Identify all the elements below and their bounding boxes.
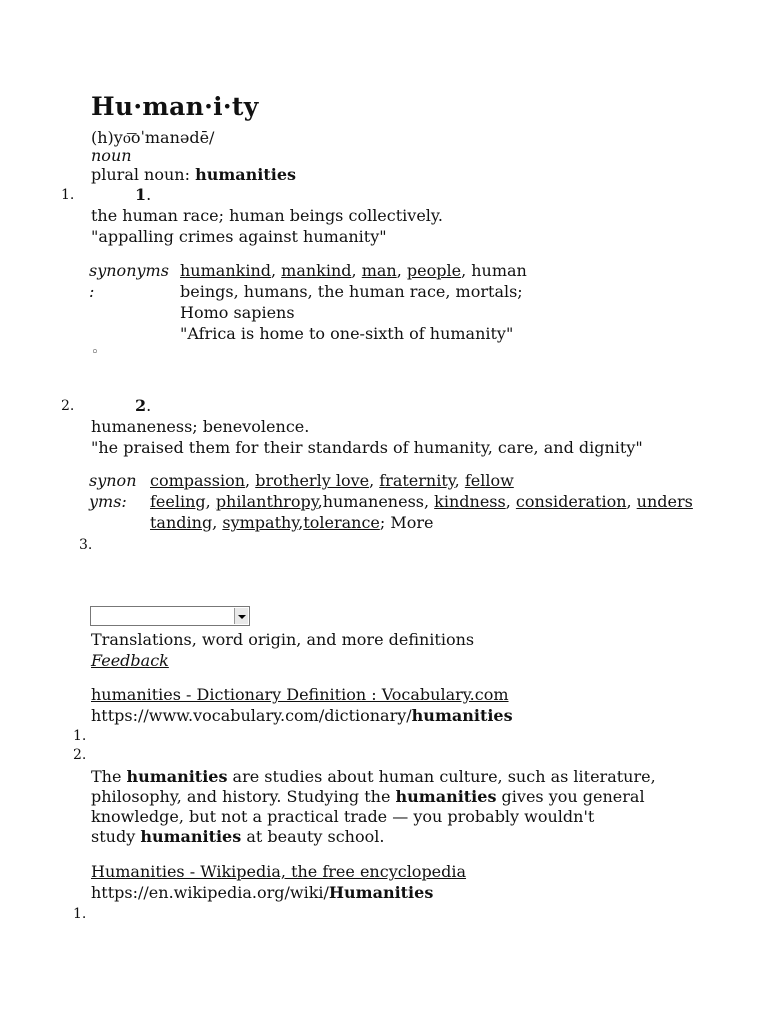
synonym-link-understanding-2[interactable]: tanding	[150, 513, 213, 532]
result-2-url: https://en.wikipedia.org/wiki/Humanities	[91, 883, 434, 902]
result-2-title-link[interactable]: Humanities - Wikipedia, the free encyclopedia	[91, 862, 467, 881]
sense-1-list-marker: 1.	[61, 187, 75, 203]
synonym-link-mankind[interactable]: mankind	[281, 261, 352, 280]
synonym-link-humankind[interactable]: humankind	[180, 261, 271, 280]
plural-label: plural noun:	[91, 165, 196, 184]
result-1-marker-1: 1.	[73, 728, 87, 744]
sense-3-list-marker: 3.	[79, 537, 93, 553]
sense-2-example: "he praised them for their standards of humanity, care, and dignity"	[91, 438, 643, 457]
feedback-link[interactable]: Feedback	[91, 651, 169, 670]
more-link[interactable]: ; More	[379, 513, 434, 532]
sense-2-synonyms-label: synon yms:	[89, 471, 137, 511]
chevron-down-icon[interactable]	[234, 608, 248, 624]
part-of-speech: noun	[91, 146, 132, 165]
sense-2-definition: humaneness; benevolence.	[91, 417, 310, 436]
synonym-link-tolerance[interactable]: tolerance	[303, 513, 380, 532]
synonym-link-brotherly-love[interactable]: brotherly love	[255, 471, 370, 490]
plural-noun-line	[91, 165, 296, 185]
synonym-link-fellow-feeling[interactable]: fellow	[464, 471, 514, 490]
result-1-marker-2: 2.	[73, 747, 87, 763]
sense-1-number: 1.	[135, 185, 152, 204]
translations-dropdown[interactable]	[90, 606, 250, 626]
sense-1-synonyms-list: humankind, mankind, man, people, human beings, humans, the human race, mortals; Homo sapiens "Africa is home to one-sixth of humanity"	[180, 261, 527, 343]
result-1-title-link[interactable]: humanities - Dictionary Definition : Vocabulary.com	[91, 685, 509, 704]
sense-2-list-marker: 2.	[61, 398, 75, 414]
synonym-link-sympathy[interactable]: sympathy	[222, 513, 299, 532]
synonym-link-man[interactable]: man	[361, 261, 397, 280]
sense-1-synonyms-label: synonyms :	[89, 261, 169, 301]
result-1-url: https://www.vocabulary.com/dictionary/humanities	[91, 706, 513, 725]
sense-1-definition: the human race; human beings collectively.	[91, 206, 443, 225]
synonym-link-kindness[interactable]: kindness	[434, 492, 506, 511]
sense-2-synonyms-list: compassion, brotherly love, fraternity, fellow feeling, philanthropy,humaneness, kindness, consideration, unders tanding, sympathy,tolerance; More	[150, 471, 693, 532]
translations-text: Translations, word origin, and more definitions	[91, 630, 475, 649]
result-2-marker-1: 1.	[73, 906, 87, 922]
headword: Hu·man·i·ty	[91, 92, 259, 121]
plural-value: humanities	[195, 165, 297, 184]
sense-1-synonym-example: "Africa is home to one-sixth of humanity"	[180, 324, 514, 343]
synonym-link-people[interactable]: people	[406, 261, 462, 280]
result-1-snippet: The humanities are studies about human culture, such as literature, philosophy, and history. Studying the humanities gives you general knowledge, but not a practical trade — you probably wouldn't study humanities at beauty school.	[91, 767, 656, 846]
sub-bullet: ◦	[91, 345, 99, 360]
synonym-link-philanthropy[interactable]: philanthropy	[215, 492, 318, 511]
synonym-link-understanding[interactable]: unders	[636, 492, 693, 511]
sense-2-number: 2.	[135, 396, 152, 415]
sense-1-example: "appalling crimes against humanity"	[91, 227, 387, 246]
pronunciation: (h)yo͞oˈmanədē/	[91, 128, 215, 147]
synonym-link-fellow-feeling-2[interactable]: feeling	[150, 492, 206, 511]
synonym-link-fraternity[interactable]: fraternity	[379, 471, 455, 490]
synonym-link-compassion[interactable]: compassion	[150, 471, 246, 490]
synonym-link-consideration[interactable]: consideration	[515, 492, 627, 511]
